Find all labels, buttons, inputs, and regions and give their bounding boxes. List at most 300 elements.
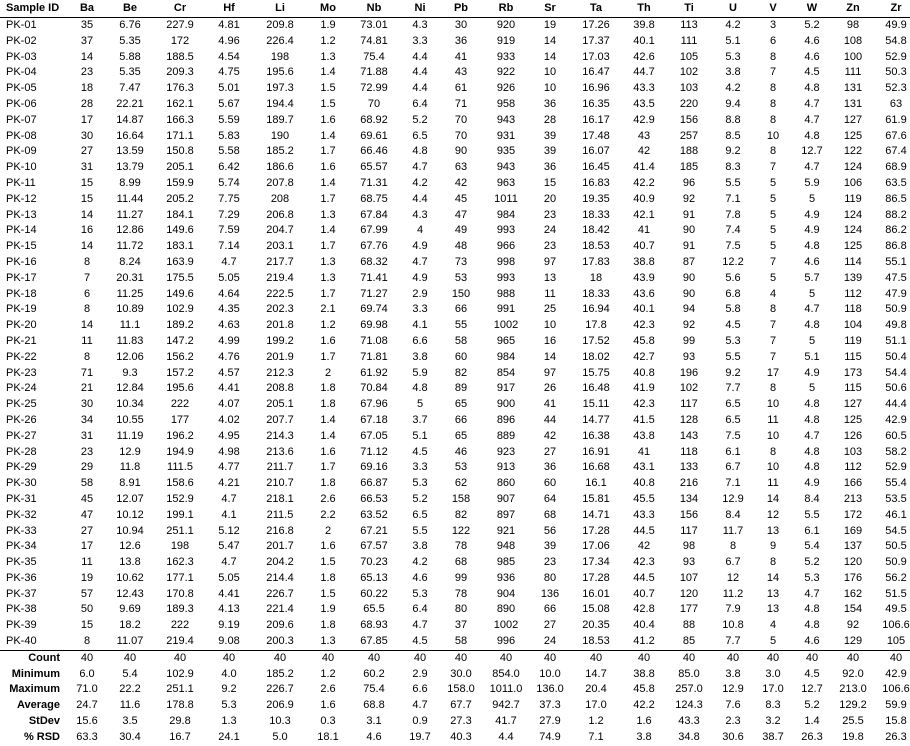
- stat-cell: 942.7: [492, 699, 520, 712]
- table-cell: 50.9: [885, 303, 907, 316]
- table-cell: 44.7: [633, 66, 655, 79]
- table-cell: 43.8: [633, 429, 655, 442]
- table-cell: 23: [543, 208, 557, 221]
- table-cell: 175.5: [166, 271, 194, 284]
- table-cell: 58: [454, 334, 468, 347]
- sample-id-cell: PK-10: [6, 161, 37, 174]
- table-cell: 18.53: [582, 240, 610, 253]
- stat-cell: 10.0: [539, 667, 561, 680]
- table-cell: 214.3: [266, 429, 294, 442]
- stat-cell: 2.9: [412, 667, 428, 680]
- table-cell: 120: [843, 556, 863, 569]
- table-cell: 1.4: [320, 176, 336, 189]
- table-cell: 11.19: [116, 429, 144, 442]
- table-cell: 4.7: [804, 303, 820, 316]
- table-cell: 39: [543, 129, 557, 142]
- table-cell: 43: [637, 129, 651, 142]
- column-header-u: U: [712, 0, 754, 18]
- table-cell: 5.3: [804, 571, 820, 584]
- table-cell: 46.1: [885, 508, 907, 521]
- stat-cell: 40: [123, 651, 137, 664]
- sample-id-cell: PK-24: [6, 382, 37, 395]
- table-cell: 10.12: [116, 508, 144, 521]
- table-cell: 41: [637, 445, 651, 458]
- table-cell: 218.1: [266, 492, 294, 505]
- table-cell: 10: [543, 66, 557, 79]
- table-cell: 92: [846, 619, 860, 632]
- table-cell: 4.8: [804, 461, 820, 474]
- table-cell: 40.7: [633, 587, 655, 600]
- table-cell: 61: [454, 82, 468, 95]
- table-cell: 27: [543, 619, 557, 632]
- table-cell: 96: [682, 176, 696, 189]
- sample-id-cell: PK-25: [6, 398, 37, 411]
- stat-cell: 3.1: [366, 715, 382, 728]
- table-cell: 7: [769, 334, 777, 347]
- table-cell: 131: [843, 97, 863, 110]
- table-cell: 4.2: [725, 82, 741, 95]
- table-cell: 31: [80, 429, 94, 442]
- table-cell: 41: [454, 50, 468, 63]
- stat-cell: 4.6: [366, 730, 382, 743]
- stat-cell: 45.8: [633, 683, 655, 696]
- table-cell: 205.1: [166, 161, 194, 174]
- table-row: [0, 287, 910, 303]
- stat-cell: 3.8: [636, 730, 652, 743]
- sample-id-cell: PK-03: [6, 50, 37, 63]
- table-cell: 219.4: [266, 271, 294, 284]
- table-cell: 16.48: [582, 382, 610, 395]
- table-header: [0, 0, 910, 18]
- table-cell: 4.8: [412, 382, 428, 395]
- table-cell: 188: [679, 145, 699, 158]
- table-cell: 222.5: [266, 287, 294, 300]
- table-cell: 98: [682, 540, 696, 553]
- table-cell: 27: [80, 524, 94, 537]
- table-cell: 4.7: [221, 556, 237, 569]
- table-cell: 4.6: [804, 50, 820, 63]
- table-row: [0, 34, 910, 50]
- table-cell: 11.72: [116, 240, 144, 253]
- table-cell: 7.7: [725, 382, 741, 395]
- sample-id-cell: PK-19: [6, 303, 37, 316]
- table-cell: 1.8: [320, 619, 336, 632]
- table-cell: 4.8: [804, 619, 820, 632]
- table-cell: 149.6: [166, 224, 194, 237]
- table-cell: 1.3: [320, 208, 336, 221]
- stat-cell: 5.0: [272, 730, 288, 743]
- table-cell: 2: [324, 524, 332, 537]
- stat-cell: 40: [543, 651, 557, 664]
- table-cell: 1.7: [320, 461, 336, 474]
- table-cell: 4.7: [412, 255, 428, 268]
- table-cell: 209.6: [266, 619, 294, 632]
- table-row: [0, 555, 910, 571]
- table-cell: 11.07: [106, 634, 154, 650]
- table-cell: 42: [637, 540, 651, 553]
- table-cell: 10.8: [722, 619, 744, 632]
- table-cell: 5: [769, 176, 777, 189]
- table-cell: 5.9: [412, 366, 428, 379]
- table-cell: 212.3: [266, 366, 294, 379]
- table-cell: 5.2: [412, 492, 428, 505]
- table-cell: 78: [454, 587, 468, 600]
- table-cell: 966: [496, 240, 516, 253]
- table-cell: 12.07: [116, 492, 144, 505]
- table-cell: 42: [543, 429, 557, 442]
- table-cell: 71.88: [360, 66, 388, 79]
- table-cell: 5.05: [218, 571, 240, 584]
- table-cell: 984: [496, 350, 516, 363]
- table-cell: 216.8: [266, 524, 294, 537]
- table-cell: 14.87: [116, 113, 144, 126]
- table-cell: 4.8: [804, 603, 820, 616]
- table-cell: 115: [844, 350, 862, 363]
- stat-row: [0, 714, 910, 730]
- table-cell: 4.5: [412, 445, 428, 458]
- table-cell: 219.4: [154, 634, 206, 650]
- table-cell: 50.6: [885, 382, 907, 395]
- stat-cell: 85.0: [678, 667, 700, 680]
- table-cell: 49.9: [885, 19, 907, 31]
- stat-cell: 3.2: [765, 715, 781, 728]
- table-cell: 15.81: [582, 492, 610, 505]
- table-cell: 1011: [494, 192, 518, 205]
- table-cell: 173: [843, 366, 863, 379]
- table-cell: 4.2: [412, 556, 428, 569]
- table-cell: 97: [543, 366, 557, 379]
- table-cell: 5.58: [218, 145, 240, 158]
- table-cell: 963: [496, 176, 516, 189]
- table-cell: 8.5: [725, 129, 741, 142]
- table-cell: 115: [844, 382, 862, 395]
- stat-cell: 1.4: [804, 715, 820, 728]
- table-cell: 163.9: [166, 255, 194, 268]
- table-cell: 73.01: [360, 19, 388, 31]
- table-cell: 47: [454, 208, 468, 221]
- table-row: [0, 539, 910, 555]
- table-cell: 40.8: [633, 477, 655, 490]
- stat-cell: 40: [173, 651, 187, 664]
- table-cell: 4.6: [412, 571, 428, 584]
- table-cell: 1.8: [320, 398, 336, 411]
- table-cell: 18: [80, 82, 94, 95]
- table-cell: 49.5: [885, 603, 907, 616]
- table-cell: 68.75: [360, 192, 388, 205]
- table-cell: 93: [682, 350, 696, 363]
- table-row: [0, 255, 910, 271]
- table-cell: 7.8: [725, 208, 741, 221]
- stat-cell: 30.0: [450, 667, 472, 680]
- table-cell: 44: [543, 413, 557, 426]
- table-cell: 143: [679, 429, 699, 442]
- stat-cell: 3.8: [725, 667, 741, 680]
- table-cell: 17.26: [582, 19, 610, 31]
- table-cell: 13.59: [116, 145, 144, 158]
- table-cell: 16.17: [582, 113, 610, 126]
- table-cell: 1.3: [320, 50, 336, 63]
- table-cell: 54.8: [885, 34, 907, 47]
- table-cell: 69.61: [360, 129, 388, 142]
- stat-cell: 854.0: [492, 667, 520, 680]
- table-cell: 55.1: [885, 255, 907, 268]
- sample-id-cell: PK-16: [6, 255, 37, 268]
- table-cell: 7.1: [725, 477, 741, 490]
- stat-cell: 27.9: [539, 715, 561, 728]
- stat-cell: 226.7: [266, 683, 294, 696]
- stat-cell: 42.2: [633, 699, 655, 712]
- sample-id-cell: PK-14: [6, 224, 37, 237]
- table-cell: 5.05: [218, 271, 240, 284]
- table-cell: 922: [496, 66, 516, 79]
- stat-cell: 0.9: [412, 715, 428, 728]
- table-cell: 159.9: [166, 176, 194, 189]
- table-cell: 4.9: [804, 208, 820, 221]
- table-cell: 23: [80, 66, 94, 79]
- table-cell: 15.08: [582, 603, 610, 616]
- table-cell: 54.5: [885, 524, 907, 537]
- stat-label: StDev: [28, 715, 60, 728]
- table-cell: 5: [808, 192, 816, 205]
- table-cell: 17: [80, 540, 94, 553]
- table-cell: 67.57: [360, 540, 388, 553]
- stat-cell: 17.0: [585, 699, 607, 712]
- table-row: [0, 571, 910, 587]
- table-cell: 9.19: [218, 619, 240, 632]
- table-cell: 29: [80, 461, 94, 474]
- table-cell: 1.6: [320, 161, 336, 174]
- table-cell: 917: [496, 382, 516, 395]
- table-cell: 8: [769, 382, 777, 395]
- sample-id-cell: PK-26: [6, 413, 37, 426]
- table-cell: 166: [843, 477, 863, 490]
- table-cell: 131: [843, 82, 863, 95]
- table-cell: 48: [454, 240, 468, 253]
- table-cell: 6.7: [725, 461, 741, 474]
- table-cell: 60: [454, 350, 468, 363]
- column-header-ta: Ta: [570, 0, 622, 18]
- table-cell: 36: [543, 97, 557, 110]
- table-cell: 948: [496, 540, 516, 553]
- table-cell: 150: [451, 287, 471, 300]
- sample-id-cell: PK-38: [6, 603, 37, 616]
- table-cell: 8.24: [119, 255, 141, 268]
- stat-cell: 158.0: [447, 683, 475, 696]
- stat-cell: 0.3: [320, 715, 336, 728]
- table-cell: 124: [843, 224, 863, 237]
- table-cell: 149.6: [166, 287, 194, 300]
- table-row: [0, 634, 910, 650]
- column-header-hf: Hf: [206, 0, 252, 18]
- table-cell: 40.1: [633, 34, 655, 47]
- table-cell: 11.1: [119, 319, 141, 332]
- table-cell: 19.35: [582, 192, 610, 205]
- table-cell: 162.1: [166, 97, 194, 110]
- table-cell: 47.9: [885, 287, 907, 300]
- table-cell: 7: [769, 350, 777, 363]
- table-cell: 26: [543, 382, 557, 395]
- table-cell: 897: [496, 508, 516, 521]
- table-cell: 4: [416, 224, 424, 237]
- table-cell: 15.75: [582, 366, 610, 379]
- table-cell: 172: [843, 508, 863, 521]
- sample-id-cell: PK-09: [6, 145, 37, 158]
- table-cell: 103: [679, 82, 699, 95]
- table-cell: 86.5: [885, 192, 907, 205]
- table-cell: 20: [543, 192, 557, 205]
- table-cell: 70: [454, 113, 468, 126]
- table-cell: 4.5: [400, 634, 440, 650]
- table-cell: 7: [769, 66, 777, 79]
- table-cell: 5.1: [725, 34, 741, 47]
- stat-cell: 11.6: [119, 699, 141, 712]
- table-row: [0, 192, 910, 208]
- table-cell: 5.5: [725, 350, 741, 363]
- table-cell: 91: [682, 240, 696, 253]
- stat-cell: 40: [682, 651, 696, 664]
- table-cell: 923: [496, 445, 516, 458]
- stat-cell: 5.4: [122, 667, 138, 680]
- stat-cell: 40: [413, 651, 427, 664]
- stat-cell: 185.2: [266, 667, 294, 680]
- table-cell: 28: [80, 97, 94, 110]
- table-cell: 16.96: [582, 82, 610, 95]
- table-cell: 4.2: [725, 19, 741, 31]
- table-cell: 936: [496, 571, 516, 584]
- table-cell: 11.25: [116, 287, 144, 300]
- table-cell: 88: [682, 619, 696, 632]
- table-cell: 197.3: [266, 82, 294, 95]
- table-cell: 137: [843, 540, 863, 553]
- table-cell: 7.1: [725, 192, 741, 205]
- table-cell: 11: [81, 556, 93, 569]
- table-cell: 889: [496, 429, 516, 442]
- table-cell: 18.33: [582, 208, 610, 221]
- table-cell: 18.02: [582, 350, 610, 363]
- table-cell: 40.9: [633, 192, 655, 205]
- table-cell: 122: [451, 524, 471, 537]
- stat-cell: 40: [222, 651, 236, 664]
- table-cell: 156: [679, 508, 699, 521]
- table-cell: 16.45: [582, 161, 610, 174]
- sample-id-cell: PK-34: [6, 540, 37, 553]
- table-cell: 16.47: [582, 66, 610, 79]
- table-cell: 7.14: [218, 240, 240, 253]
- stat-cell: 40: [499, 651, 513, 664]
- table-cell: 194.4: [266, 97, 294, 110]
- table-cell: 71.41: [360, 271, 388, 284]
- sample-id-cell: PK-29: [6, 461, 37, 474]
- table-cell: 6.7: [725, 556, 741, 569]
- stat-cell: 1.6: [320, 699, 336, 712]
- column-header-pb: Pb: [440, 0, 482, 18]
- column-header-be: Be: [106, 0, 154, 18]
- table-row: [0, 397, 910, 413]
- table-cell: 58: [80, 477, 94, 490]
- table-cell: 45.8: [633, 334, 655, 347]
- column-header-w: W: [792, 0, 832, 18]
- table-cell: 5.1: [804, 350, 820, 363]
- table-cell: 17.28: [582, 524, 610, 537]
- table-cell: 10: [543, 319, 557, 332]
- table-cell: 11.8: [119, 461, 141, 474]
- table-cell: 5.01: [218, 82, 240, 95]
- table-cell: 136: [540, 587, 560, 600]
- table-cell: 4.98: [218, 445, 240, 458]
- table-cell: 13: [766, 587, 780, 600]
- table-cell: 3.3: [412, 34, 428, 47]
- table-cell: 4.81: [218, 19, 240, 31]
- table-cell: 5: [808, 287, 816, 300]
- table-cell: 199.2: [266, 334, 294, 347]
- table-cell: 943: [496, 161, 516, 174]
- stat-cell: 3.0: [765, 667, 781, 680]
- table-cell: 8.4: [725, 508, 741, 521]
- table-cell: 10: [766, 461, 780, 474]
- table-cell: 3.3: [412, 461, 428, 474]
- table-row: [0, 18, 910, 34]
- table-cell: 43.3: [633, 82, 655, 95]
- table-cell: 201.7: [266, 540, 294, 553]
- table-cell: 5.67: [218, 97, 240, 110]
- table-cell: 65.13: [360, 571, 388, 584]
- stat-row: [0, 667, 910, 683]
- table-cell: 5: [808, 382, 816, 395]
- table-cell: 926: [496, 82, 516, 95]
- stat-cell: 15.8: [885, 715, 907, 728]
- table-cell: 5.2: [804, 19, 820, 31]
- stat-cell: 1.3: [221, 715, 237, 728]
- stat-cell: 7.6: [725, 699, 741, 712]
- table-cell: 162: [843, 587, 863, 600]
- stat-cell: 24.1: [218, 730, 240, 743]
- table-cell: 6: [769, 34, 777, 47]
- stat-cell: 26.3: [801, 730, 823, 743]
- table-cell: 5.6: [725, 271, 741, 284]
- table-cell: 53: [454, 271, 468, 284]
- table-cell: 17.34: [582, 556, 610, 569]
- table-cell: 47: [80, 508, 94, 521]
- table-cell: 41: [637, 224, 651, 237]
- stat-cell: 1.2: [588, 715, 604, 728]
- table-cell: 9: [769, 540, 777, 553]
- stat-row: [0, 650, 910, 666]
- table-cell: 5.3: [725, 50, 741, 63]
- table-cell: 13: [543, 271, 557, 284]
- table-cell: 8: [769, 145, 777, 158]
- table-cell: 111: [844, 66, 862, 79]
- table-cell: 106.6: [882, 619, 910, 632]
- table-cell: 904: [496, 587, 516, 600]
- table-cell: 185.2: [266, 145, 294, 158]
- sample-id-cell: PK-11: [6, 176, 36, 189]
- table-cell: 5.7: [804, 271, 820, 284]
- table-cell: 4.8: [804, 240, 820, 253]
- stat-cell: 75.4: [363, 683, 385, 696]
- table-cell: 209.3: [166, 66, 194, 79]
- table-cell: 60.5: [885, 429, 907, 442]
- stat-cell: 30.4: [119, 730, 141, 743]
- table-cell: 7.47: [119, 82, 141, 95]
- table-cell: 907: [496, 492, 516, 505]
- table-row: [0, 587, 910, 603]
- sample-id-cell: PK-33: [6, 524, 37, 537]
- table-row: [0, 81, 910, 97]
- stat-cell: 34.8: [678, 730, 700, 743]
- table-row: [0, 445, 910, 461]
- table-cell: 11.44: [116, 192, 144, 205]
- table-cell: 9.2: [725, 145, 741, 158]
